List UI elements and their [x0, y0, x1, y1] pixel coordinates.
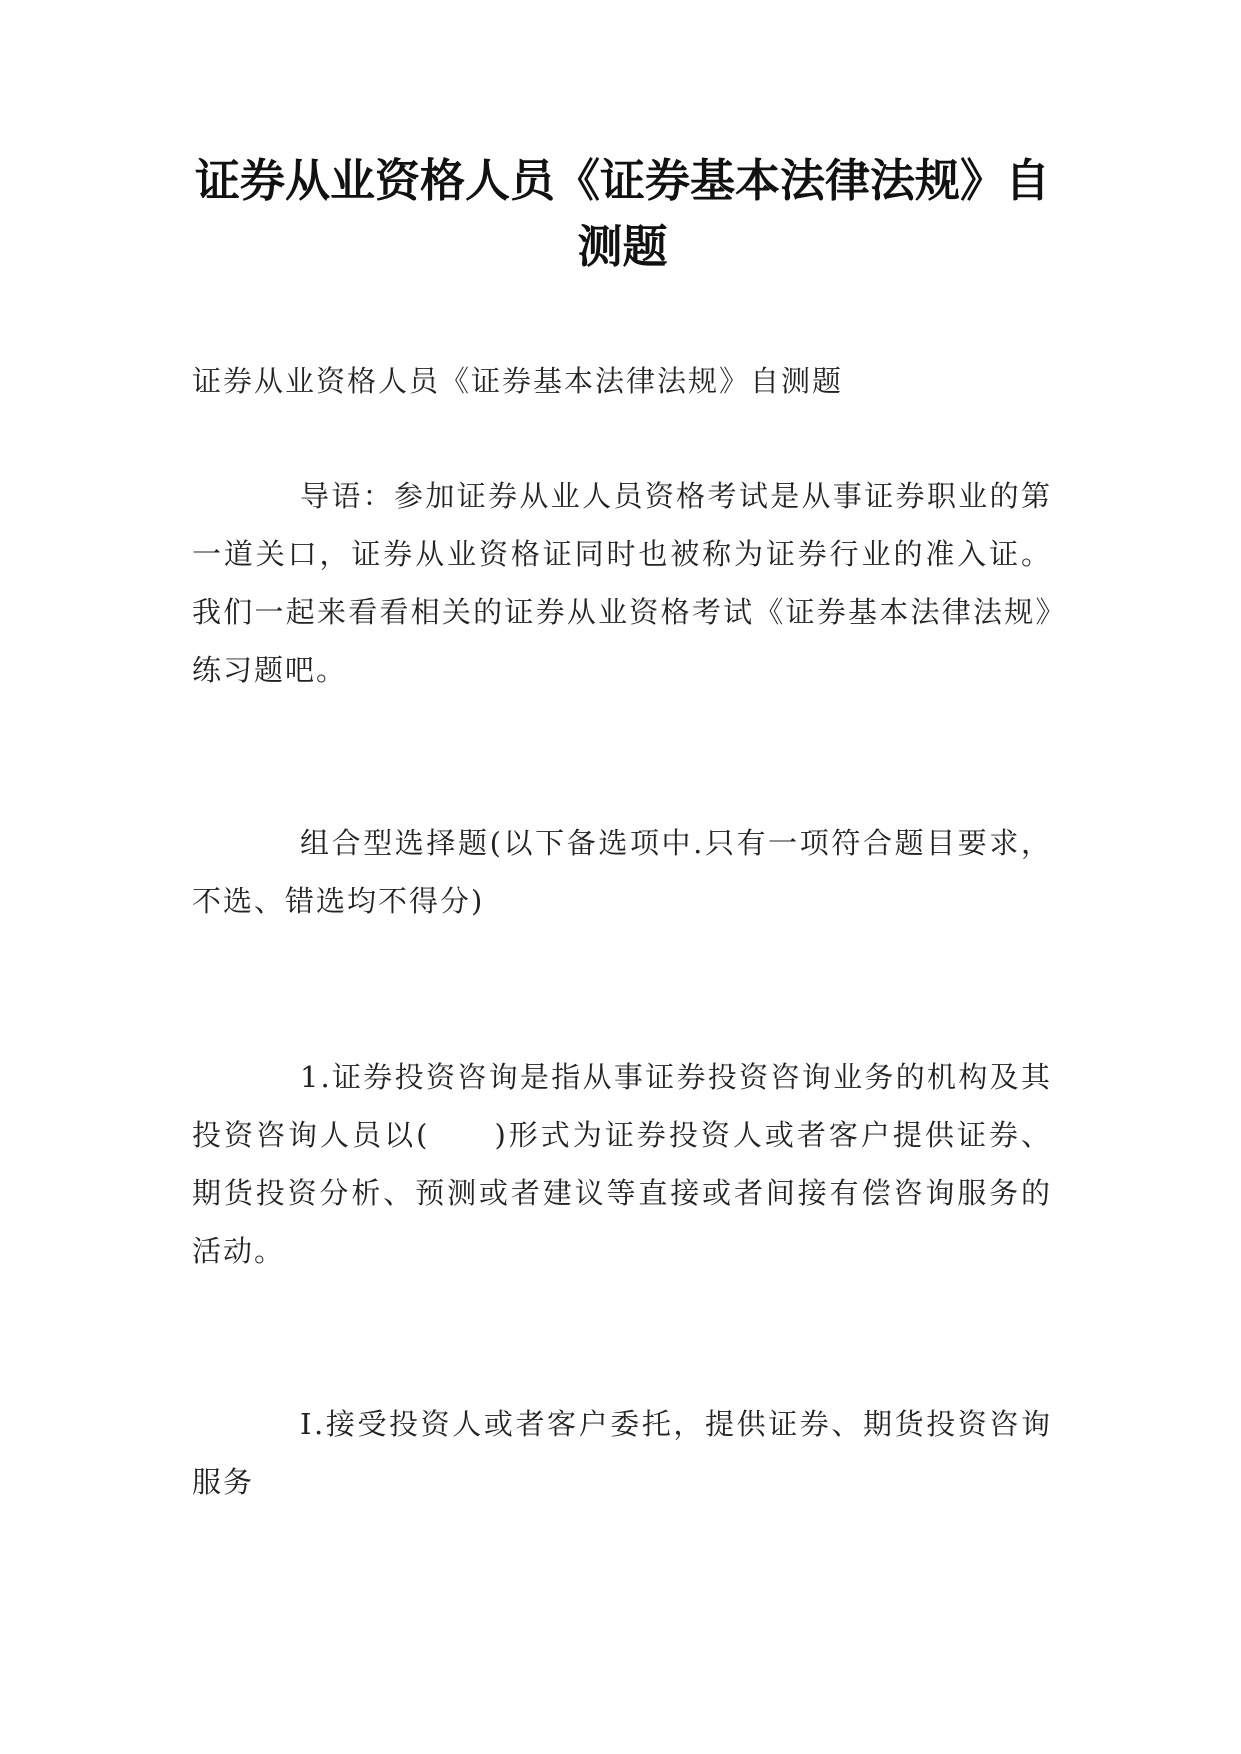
- question-1: 1.证券投资咨询是指从事证券投资咨询业务的机构及其投资咨询人员以( )形式为证券投资人或者客户提供证券、期货投资分析、预测或者建议等直接或者间接有偿咨询服务的活动。: [192, 1060, 1052, 1268]
- intro-paragraph: 导语：参加证券从业人员资格考试是从事证券职业的第一道关口，证券从业资格证同时也被称为证券行业的准入证。我们一起来看看相关的证券从业资格考试《证券基本法律法规》练习题吧。: [192, 479, 1052, 687]
- document-subtitle: 证券从业资格人员《证券基本法律法规》自测题: [192, 364, 844, 398]
- option-1: Ⅰ.接受投资人或者客户委托，提供证券、期货投资咨询服务: [192, 1407, 1052, 1499]
- section-heading: 组合型选择题(以下备选项中.只有一项符合题目要求，不选、错选均不得分): [192, 826, 1052, 918]
- document-title: 证券从业资格人员《证券基本法律法规》自测题: [194, 154, 1050, 273]
